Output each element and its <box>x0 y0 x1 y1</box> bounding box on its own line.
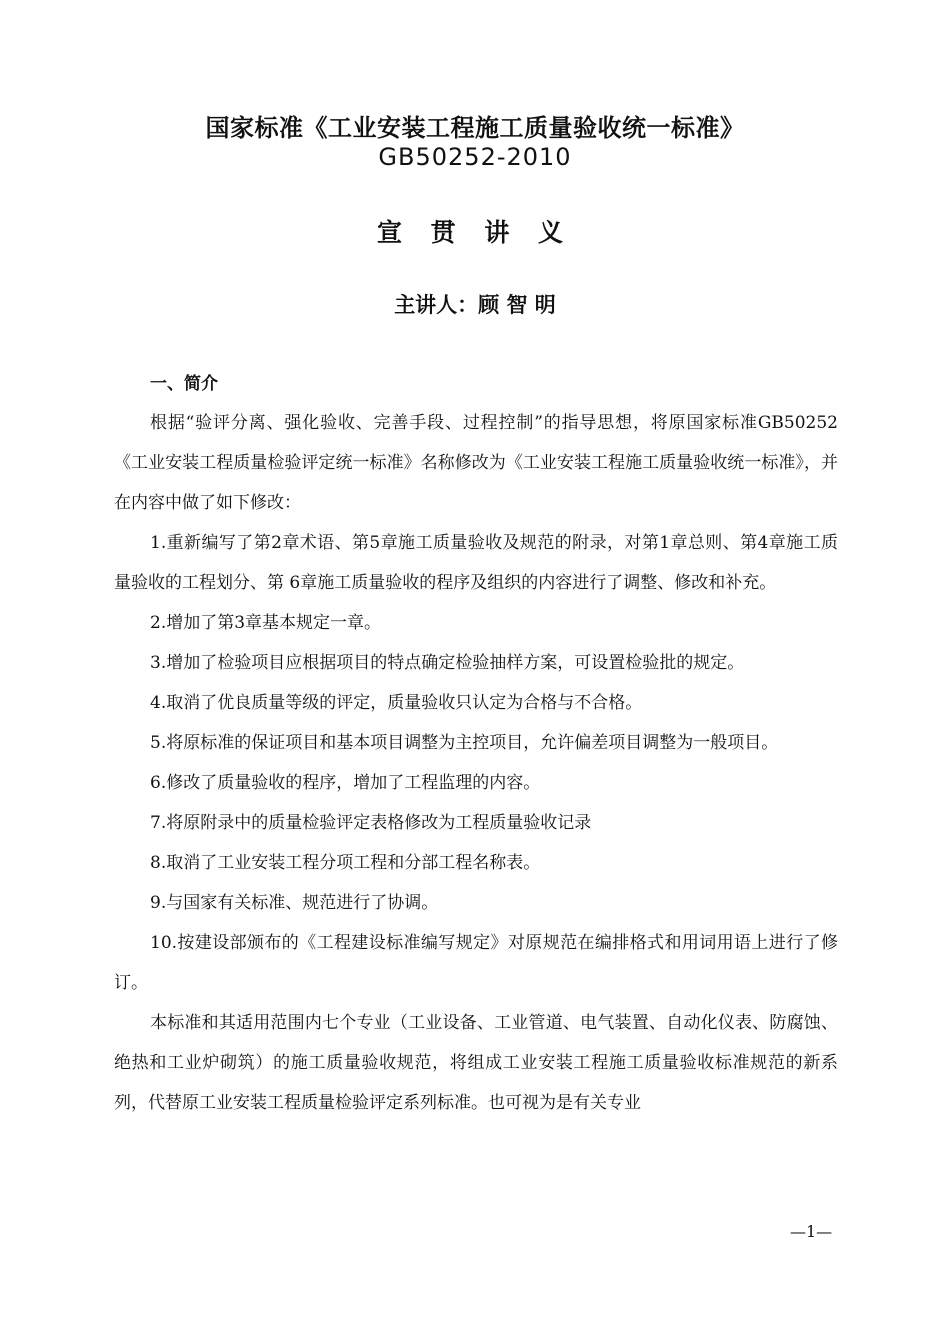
paragraph-item-1: 1.重新编写了第2章术语、第5章施工质量验收及规范的附录，对第1章总则、第4章施工质量验收的工程划分、第 6章施工质量验收的程序及组织的内容进行了调整、修改和补充。 <box>114 533 838 593</box>
paragraph-intro: 根据“验评分离、强化验收、完善手段、过程控制”的指导思想，将原国家标准GB50252《工业安装工程质量检验评定统一标准》名称修改为《工业安装工程施工质量验收统一标准》，并在内容中做了如下修改： <box>114 413 838 513</box>
body-text <box>114 403 838 1123</box>
speaker-line: 主讲人：顾 智 明 <box>394 292 556 317</box>
section-heading: 一、简介 <box>150 374 218 394</box>
paragraph-item-6: 6.修改了质量验收的程序，增加了工程监理的内容。 <box>150 773 541 793</box>
paragraph-item-10: 10.按建设部颁布的《工程建设标准编写规定》对原规范在编排格式和用词用语上进行了修订。 <box>114 933 838 993</box>
paragraph-item-4: 4.取消了优良质量等级的评定，质量验收只认定为合格与不合格。 <box>150 693 643 713</box>
paragraph-item-9: 9.与国家有关标准、规范进行了协调。 <box>150 893 439 913</box>
paragraph-item-5: 5.将原标准的保证项目和基本项目调整为主控项目，允许偏差项目调整为一般项目。 <box>150 733 779 753</box>
document-title: 国家标准《工业安装工程施工质量验收统一标准》 <box>205 113 745 142</box>
document-type: 宣 贯 讲 义 <box>376 218 574 247</box>
paragraph-closing: 本标准和其适用范围内七个专业（工业设备、工业管道、电气装置、自动化仪表、防腐蚀、绝热和工业炉砌筑）的施工质量验收规范，将组成工业安装工程施工质量验收标准规范的新系列，代替原工业安装工程质量检验评定系列标准。也可视为是有关专业 <box>114 1013 838 1113</box>
paragraph-item-8: 8.取消了工业安装工程分项工程和分部工程名称表。 <box>150 853 541 873</box>
paragraph-item-2: 2.增加了第3章基本规定一章。 <box>150 613 382 633</box>
paragraph-item-3: 3.增加了检验项目应根据项目的特点确定检验抽样方案，可设置检验批的规定。 <box>150 653 745 673</box>
page-number: —1— <box>790 1222 833 1241</box>
standard-code: GB50252-2010 <box>378 143 572 171</box>
paragraph-item-7: 7.将原附录中的质量检验评定表格修改为工程质量验收记录 <box>150 813 592 833</box>
